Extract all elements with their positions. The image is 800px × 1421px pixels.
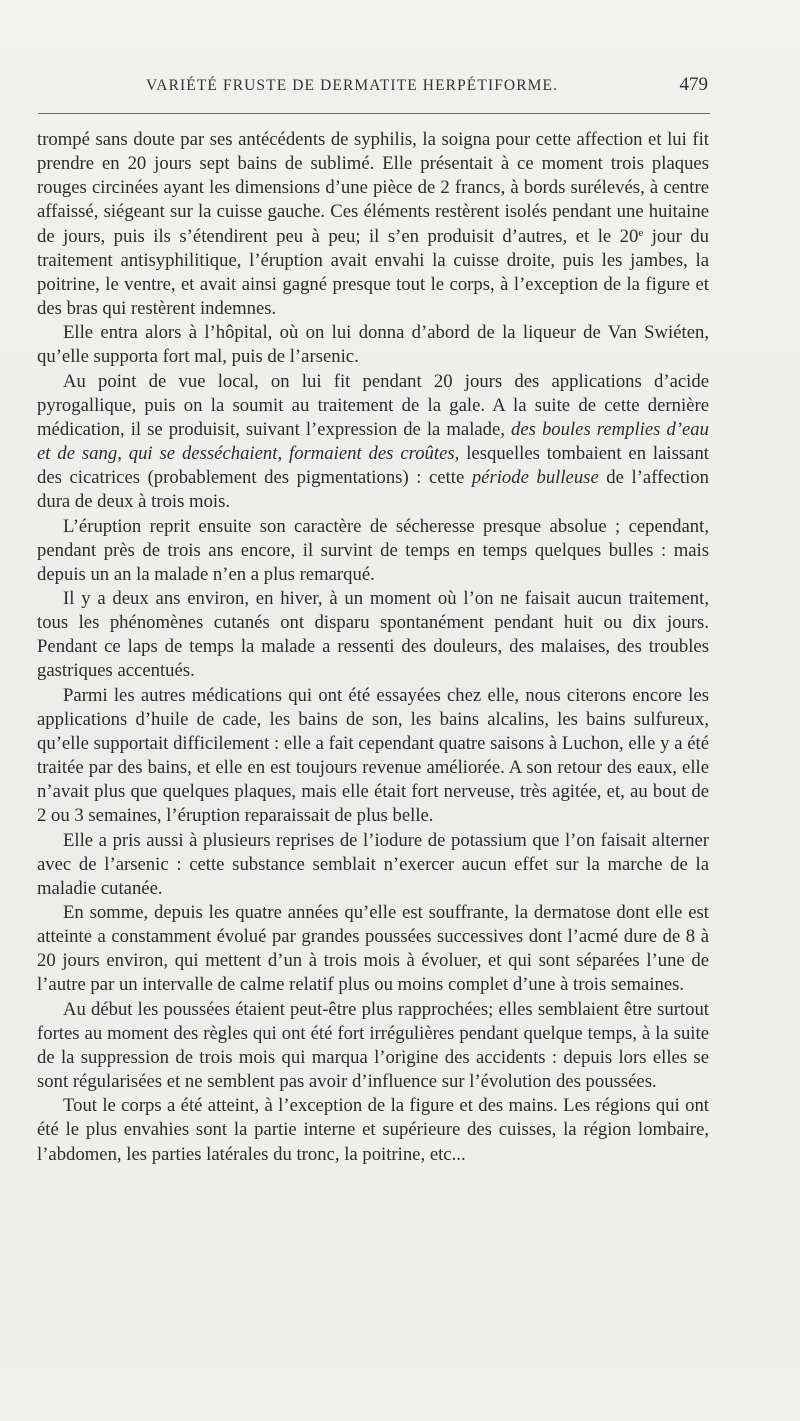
running-title: VARIÉTÉ FRUSTE DE DERMATITE HERPÉTIFORME. — [146, 77, 559, 94]
ordinal-superscript: e — [638, 226, 644, 239]
paragraph-4: L’éruption reprit ensuite son caractère de sécheresse presque absolue ; cependant, pendant près de trois ans encore, il survint de temps en temps quelques bulles : mais depuis un an la malade n’en a plus remarqué. — [37, 515, 709, 585]
header-rule — [38, 113, 710, 114]
paragraph-3-text-b: lesquelles tombaient en laissant des cicatrices (probablement des pigmentations) : cette — [37, 443, 709, 489]
running-head — [38, 73, 710, 99]
paragraph-6: Parmi les autres médications qui ont été essayées chez elle, nous citerons encore les applications d’huile de cade, les bains de son, les bains alcalins, les bains sulfureux, qu’elle supportait difficilement : elle a fait cependant quatre saisons à Luchon, elle y a été traitée par des bains, et elle en est toujours revenue améliorée. A son retour des eaux, elle n’avait plus que quelques plaques, mais elle était fort nerveuse, très agitée, et, au bout de 2 ou 3 semaines, l’éruption reparaissait de plus belle. — [37, 684, 709, 827]
paragraph-3-text-a: Au point de vue local, on lui fit pendant 20 jours des applications d’acide pyrogallique, puis on la soumit au traitement de la gale. A la suite de cette dernière médication, il se produisit, suivant l’expression de la malade, — [37, 370, 709, 440]
italic-quote: des boules remplies d’eau et de sang, qui se desséchaient, formaient des croûtes, — [37, 418, 709, 465]
paragraph-8: En somme, depuis les quatre années qu’elle est souffrante, la dermatose dont elle est atteinte a constamment évolué par grandes poussées successives dont l’acmé dure de 8 à 20 jours environ, qui mettent d’un à trois mois à évoluer, et qui sont séparées l’une de l’autre par un intervalle de calme relatif plus ou moins complet d’une à trois semaines. — [37, 902, 709, 996]
paragraph-10: Tout le corps a été atteint, à l’exception de la figure et des mains. Les régions qui ont été le plus envahies sont la partie interne et supérieure des cuisses, la région lombaire, l’abdomen, les parties latérales du tronc, la poitrine, etc... — [37, 1095, 709, 1165]
paragraph-7: Elle a pris aussi à plusieurs reprises de l’iodure de potassium que l’on faisait alterner avec de l’arsenic : cette substance semblait n’exercer aucun effet sur la marche de la maladie cutanée. — [37, 829, 709, 899]
paragraph-5: Il y a deux ans environ, en hiver, à un moment où l’on ne faisait aucun traitement, tous les phénomènes cutanés ont disparu spontanément pendant huit ou dix jours. Pendant ce laps de temps la malade a ressenti des douleurs, des malaises, des troubles gastriques accentués. — [37, 587, 709, 682]
paragraph-9: Au début les poussées étaient peut-être plus rapprochées; elles semblaient être surtout fortes au moment des règles qui ont été fort irrégulières pendant quelque temps, à la suite de la suppression de trois mois qui marqua l’origine des accidents : depuis lors elles se sont régularisées et ne semblent pas avoir d’influence sur l’évolution des poussées. — [37, 998, 709, 1093]
italic-term: période bulleuse — [471, 467, 599, 489]
page-number: 479 — [679, 74, 708, 95]
paragraph-3-text-c: de l’affection dura de deux à trois mois. — [37, 467, 709, 513]
paragraph-3 — [37, 370, 709, 515]
paragraph-1 — [37, 128, 709, 321]
paragraph-1-text: trompé sans doute par ses antécédents de syphilis, la soigna pour cette affection et lui fit prendre en 20 jours sept bains de sublimé. Elle présentait à ce moment trois plaques rouges circinées ayant les dimensions d’une pièce de 2 francs, à bords surélevés, à centre affaissé, siégeant sur la cuisse gauche. Ces éléments restèrent isolés pendant une huitaine de jours, puis ils s’étendirent peu à peu; il s’en produisit d’autres, et le 20 — [37, 129, 709, 247]
paragraph-2: Elle entra alors à l’hôpital, où on lui donna d’abord de la liqueur de Van Swiéten, qu’elle supporta fort mal, puis de l’arsenic. — [37, 322, 709, 368]
paragraph-1-text-end: jour du traitement antisyphilitique, l’éruption avait envahi la cuisse droite, puis les jambes, la poitrine, le ventre, et avait ainsi gagné presque tout le corps, à l’exception de la figure et des bras qui restèrent indemnes. — [37, 225, 709, 320]
body-text — [37, 128, 709, 1167]
